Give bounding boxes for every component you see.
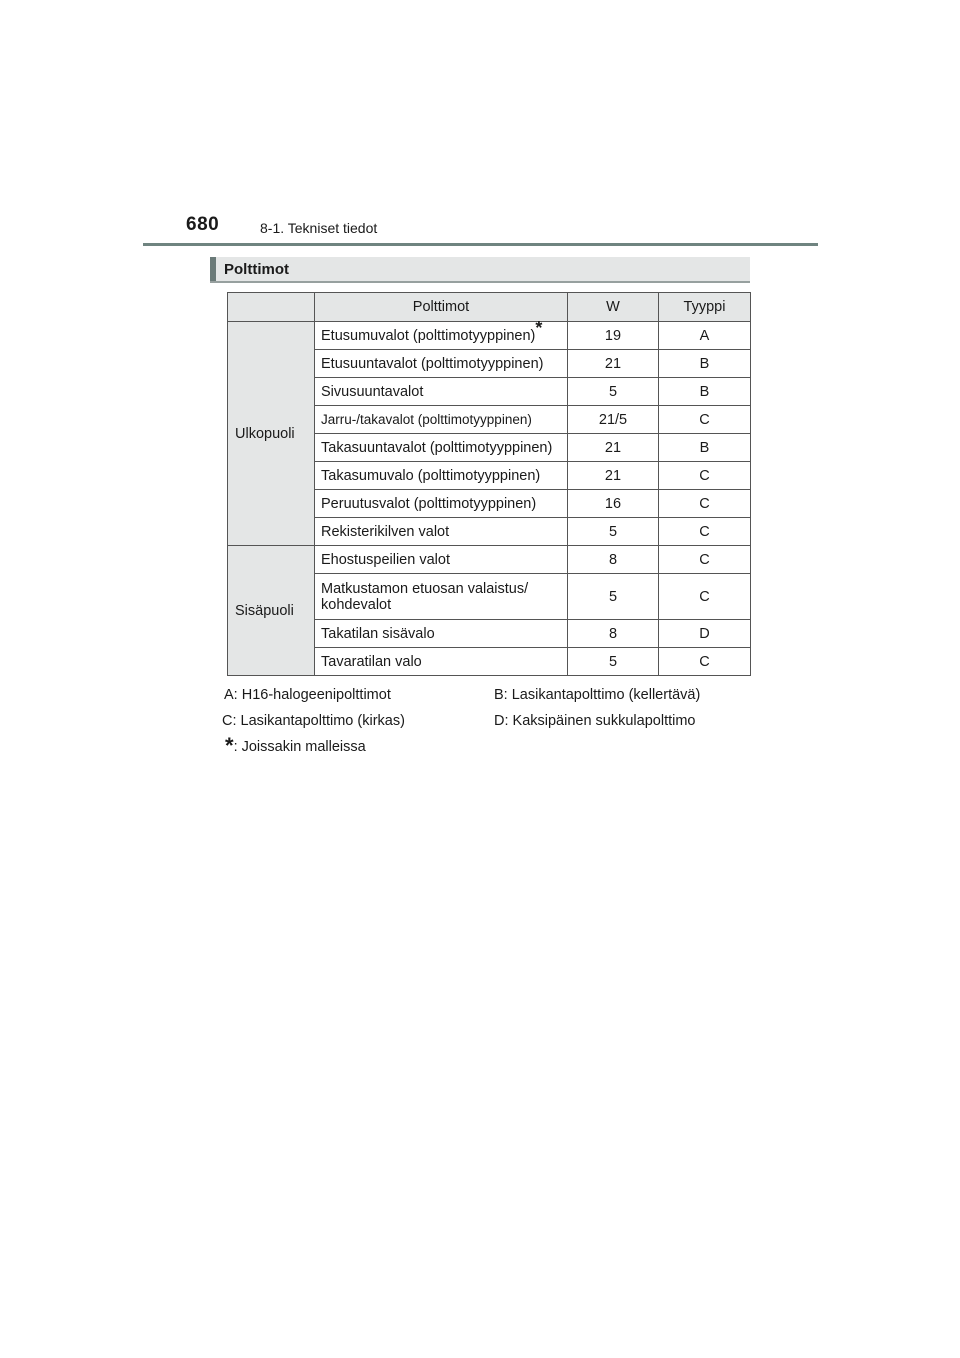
bulb-type: C [659, 574, 751, 620]
legend-b: B: Lasikantapolttimo (kellertävä) [494, 687, 701, 703]
table-row [228, 322, 751, 350]
column-header-watts: W [568, 293, 659, 322]
bulb-watts: 21 [568, 434, 659, 462]
bulb-name: Etusuuntavalot (polttimotyyppinen) [315, 350, 568, 378]
group-label-interior: Sisäpuoli [228, 546, 315, 676]
bulb-name: Takasumuvalo (polttimotyyppinen) [315, 462, 568, 490]
bulb-watts: 19 [568, 322, 659, 350]
table-header-row [228, 293, 751, 322]
bulb-type: C [659, 406, 751, 434]
bulb-watts: 16 [568, 490, 659, 518]
bulb-type: C [659, 546, 751, 574]
bulb-name: Tavaratilan valo [315, 648, 568, 676]
bulb-type: D [659, 620, 751, 648]
bulb-watts: 5 [568, 378, 659, 406]
bulb-watts: 5 [568, 648, 659, 676]
bulb-name: Peruutusvalot (polttimotyyppinen) [315, 490, 568, 518]
section-heading-bar [210, 257, 750, 283]
bulb-name: Takasuuntavalot (polttimotyyppinen) [315, 434, 568, 462]
heading-accent [210, 257, 216, 281]
bulb-type: C [659, 490, 751, 518]
footnote-star: * [225, 733, 234, 758]
legend-c: C: Lasikantapolttimo (kirkas) [222, 713, 405, 729]
bulb-name-text: Etusumuvalot (polttimotyyppinen) [321, 327, 536, 344]
bulb-name: Takatilan sisävalo [315, 620, 568, 648]
bulb-name: Matkustamon etuosan valaistus/ kohdevalot [315, 574, 568, 620]
bulb-watts: 21/5 [568, 406, 659, 434]
bulb-name: Rekisterikilven valot [315, 518, 568, 546]
bulb-name [315, 317, 568, 350]
header-rule [143, 243, 818, 246]
column-header-bulbs: Polttimot [315, 293, 568, 322]
bulb-watts: 21 [568, 462, 659, 490]
footnote [225, 733, 366, 759]
bulb-name: Sivusuuntavalot [315, 378, 568, 406]
column-header-type: Tyyppi [659, 293, 751, 322]
page-number: 680 [186, 214, 220, 235]
bulb-type: B [659, 350, 751, 378]
column-header-group [228, 293, 315, 322]
bulb-watts: 5 [568, 518, 659, 546]
section-title: 8-1. Tekniset tiedot [260, 220, 378, 236]
bulb-type: B [659, 378, 751, 406]
footnote-mark: * [535, 317, 543, 338]
bulb-name: Ehostuspeilien valot [315, 546, 568, 574]
bulb-type: C [659, 462, 751, 490]
bulb-type: A [659, 322, 751, 350]
bulb-type: B [659, 434, 751, 462]
legend-a: A: H16-halogeenipolttimot [224, 687, 391, 703]
bulb-watts: 21 [568, 350, 659, 378]
bulb-watts: 8 [568, 546, 659, 574]
group-label-exterior: Ulkopuoli [228, 322, 315, 546]
bulb-type: C [659, 518, 751, 546]
legend-d: D: Kaksipäinen sukkulapolttimo [494, 713, 696, 729]
bulb-table [227, 292, 751, 676]
bulb-watts: 8 [568, 620, 659, 648]
table-row [228, 546, 751, 574]
section-heading: Polttimot [224, 261, 289, 278]
bulb-watts: 5 [568, 574, 659, 620]
bulb-name: Jarru-/takavalot (polttimotyyppinen) [315, 406, 568, 434]
footnote-text: : Joissakin malleissa [233, 739, 366, 755]
bulb-type: C [659, 648, 751, 676]
